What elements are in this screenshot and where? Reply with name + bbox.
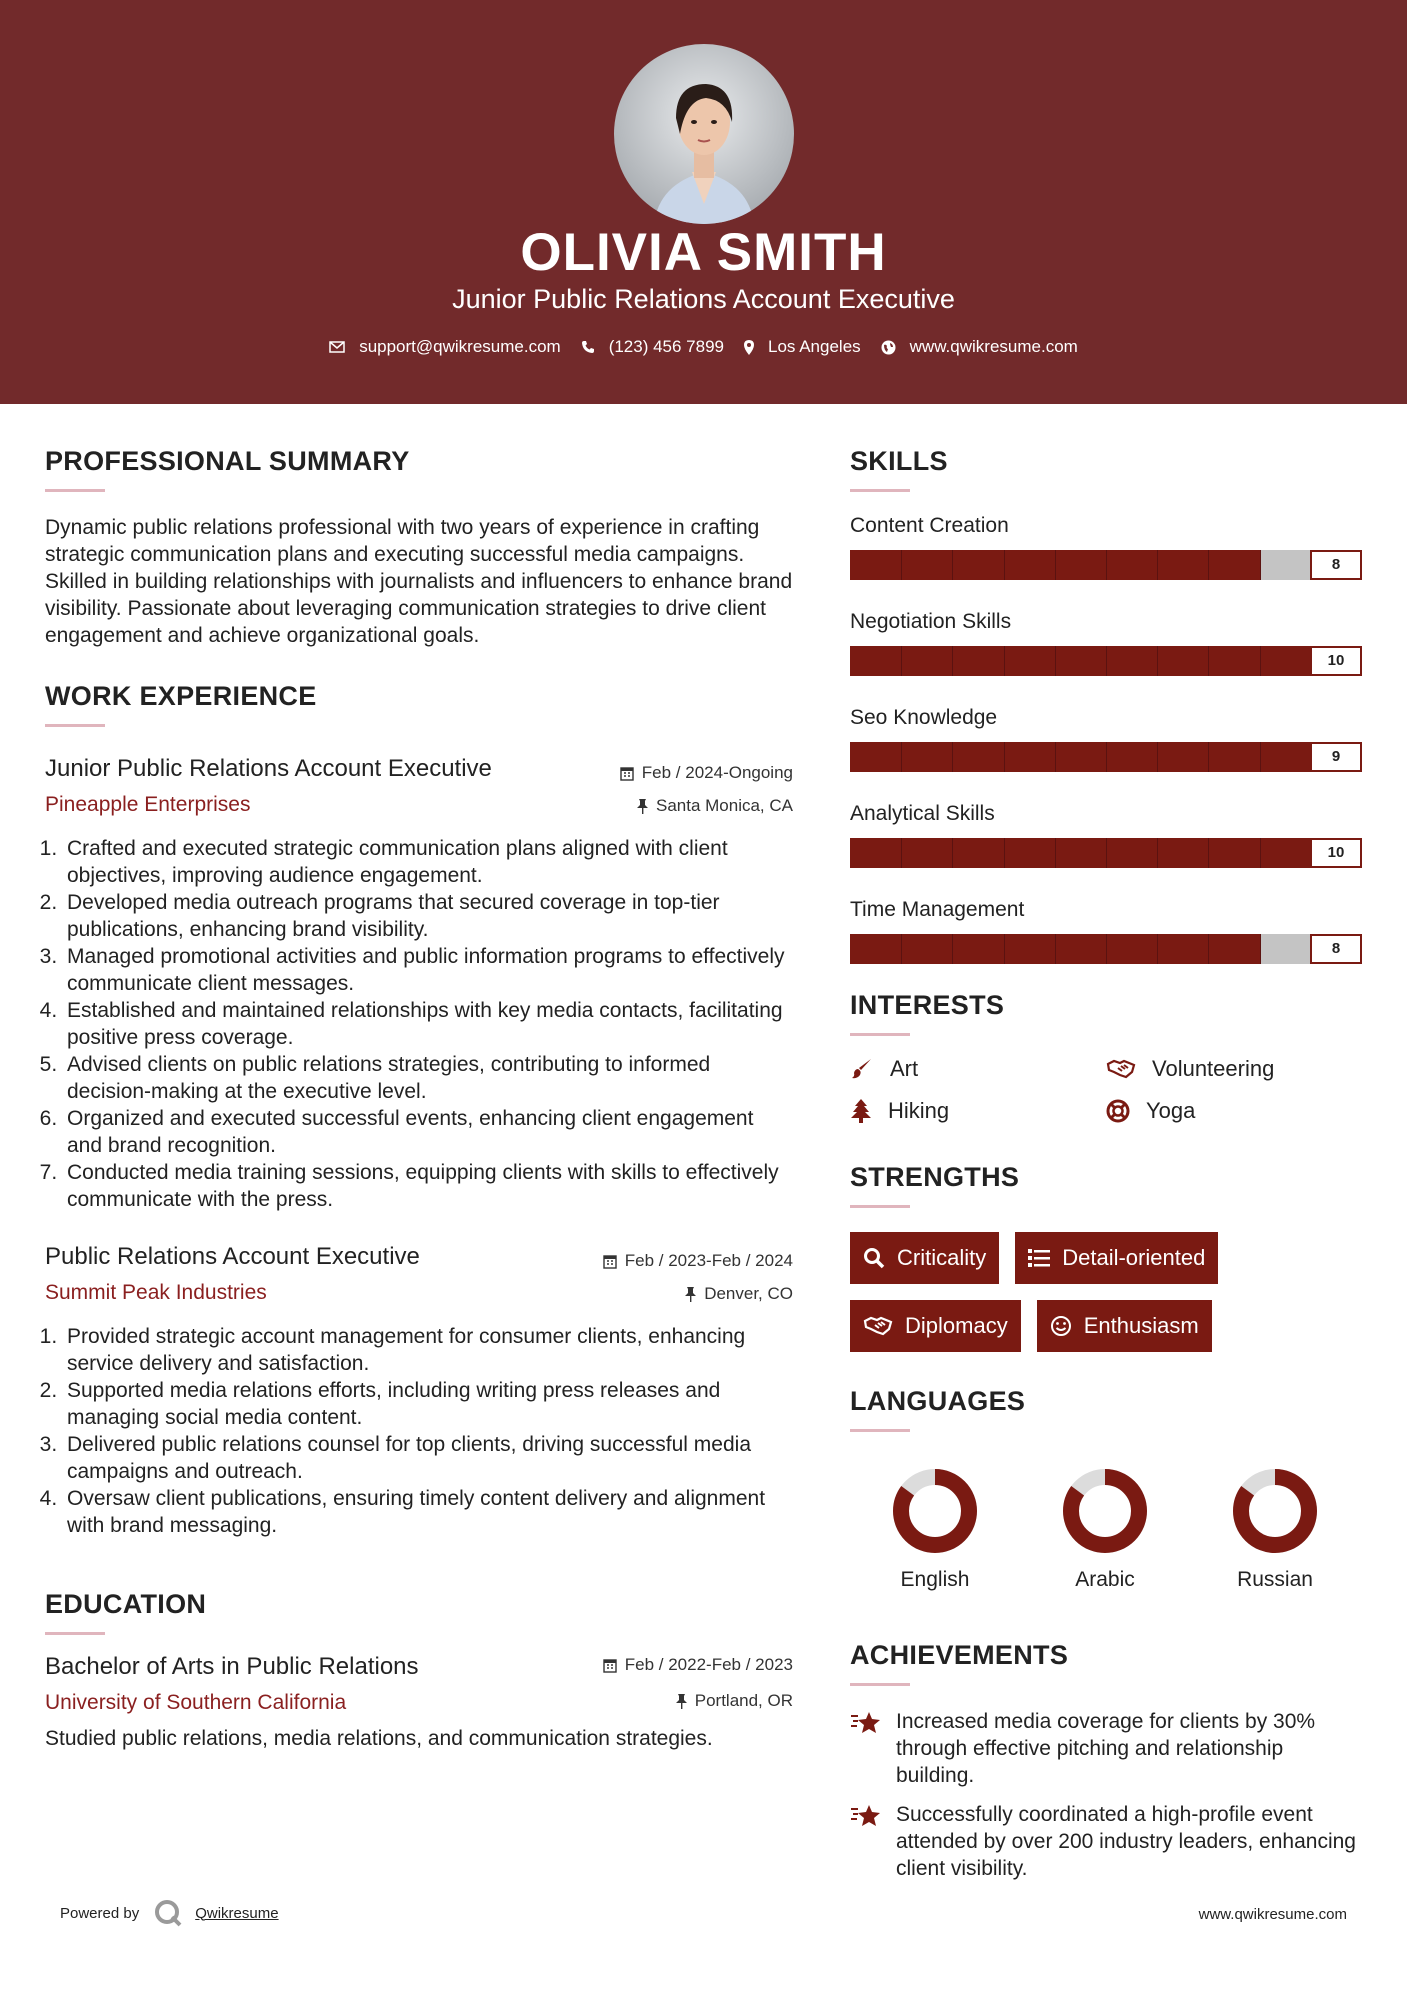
skill-segment-divider xyxy=(1055,838,1056,868)
job-entry xyxy=(45,1243,793,1539)
skill-segment-divider xyxy=(1055,646,1056,676)
resume-header xyxy=(0,0,1407,404)
skill-segment-divider xyxy=(901,646,902,676)
skill-segment-divider xyxy=(1004,742,1005,772)
job-location: Denver, CO xyxy=(685,1284,793,1304)
skill-fill xyxy=(850,742,1311,772)
job-title: Public Relations Account Executive xyxy=(45,1243,420,1270)
skill-segment-divider xyxy=(952,838,953,868)
skill-segment-divider xyxy=(1106,550,1107,580)
star-badge-icon xyxy=(850,1803,882,1829)
skill-segment-divider xyxy=(1157,838,1158,868)
handshake-icon xyxy=(1106,1058,1136,1080)
job-bullets xyxy=(45,835,793,1213)
job-bullets xyxy=(45,1323,793,1539)
candidate-title: Junior Public Relations Account Executive xyxy=(452,284,955,314)
language-donut xyxy=(1060,1466,1150,1556)
location-text: Los Angeles xyxy=(768,337,861,356)
education-heading: EDUCATION xyxy=(45,1589,207,1619)
language-item xyxy=(850,1466,1020,1592)
skill-segment-divider xyxy=(1106,838,1107,868)
skill-segment-divider xyxy=(1055,742,1056,772)
language-item xyxy=(1020,1466,1190,1592)
skill-bar xyxy=(850,646,1362,676)
skill-bar xyxy=(850,934,1362,964)
skill-segment-divider xyxy=(1208,934,1209,964)
skill-segment-divider xyxy=(1260,742,1261,772)
strength-badge: Diplomacy xyxy=(850,1300,1021,1352)
job-location: Santa Monica, CA xyxy=(637,796,793,816)
list-item: 3. Delivered public relations counsel for top clients, driving successful media campaigns and outreach. xyxy=(63,1431,793,1485)
interest-item: Yoga xyxy=(1106,1098,1362,1124)
skill-segment-divider xyxy=(1157,742,1158,772)
globe-icon xyxy=(881,340,896,355)
list-item: 4. Established and maintained relationships with key media contacts, facilitating positive press coverage. xyxy=(63,997,793,1051)
skill-level: 10 xyxy=(1310,838,1362,868)
calendar-icon xyxy=(603,1254,617,1269)
left-column xyxy=(45,446,793,1752)
job-date: Feb / 2023-Feb / 2024 xyxy=(603,1251,793,1271)
skill-segment-divider xyxy=(1004,646,1005,676)
school-name: University of Southern California xyxy=(45,1691,347,1714)
languages-heading: LANGUAGES xyxy=(850,1386,1026,1416)
summary-heading: PROFESSIONAL SUMMARY xyxy=(45,446,410,476)
handshake-icon xyxy=(863,1315,893,1337)
profile-photo xyxy=(614,44,794,224)
language-name: Russian xyxy=(1237,1568,1313,1591)
skill-segment-divider xyxy=(901,742,902,772)
achievements-list xyxy=(850,1708,1365,1882)
skills-list xyxy=(850,514,1365,964)
skill-segment-divider xyxy=(1208,742,1209,772)
list-item: 2. Developed media outreach programs that secured coverage in top-tier publications, enhancing brand visibility. xyxy=(63,889,793,943)
skill-segment-divider xyxy=(1157,934,1158,964)
language-donut xyxy=(1230,1466,1320,1556)
interests-heading: INTERESTS xyxy=(850,990,1005,1020)
skill-segment-divider xyxy=(1004,550,1005,580)
section-divider xyxy=(45,489,105,492)
language-name: English xyxy=(900,1568,970,1591)
job-date: Feb / 2024-Ongoing xyxy=(620,763,793,783)
strength-badge: Detail-oriented xyxy=(1015,1232,1218,1284)
list-item: 4. Oversaw client publications, ensuring timely content delivery and alignment with brand messaging. xyxy=(63,1485,793,1539)
language-donut xyxy=(890,1466,980,1556)
skill-segment-divider xyxy=(952,646,953,676)
list-icon xyxy=(1028,1248,1050,1268)
contact-bar xyxy=(0,337,1407,357)
skills-heading: SKILLS xyxy=(850,446,948,476)
interests-list xyxy=(850,1056,1365,1124)
skill-level: 10 xyxy=(1310,646,1362,676)
skill-segment-divider xyxy=(952,742,953,772)
section-divider xyxy=(850,1033,910,1036)
achievement-item: Increased media coverage for clients by 30% through effective pitching and relationship building. xyxy=(850,1708,1365,1789)
skill-bar xyxy=(850,742,1362,772)
education-date: Feb / 2022-Feb / 2023 xyxy=(603,1655,793,1675)
tree-icon xyxy=(850,1099,872,1123)
powered-by-text: Powered by xyxy=(60,1904,140,1922)
email-text: support@qwikresume.com xyxy=(359,337,561,356)
degree-title: Bachelor of Arts in Public Relations xyxy=(45,1653,419,1680)
skill-name: Seo Knowledge xyxy=(850,706,998,729)
strength-badge: Criticality xyxy=(850,1232,999,1284)
skill-bar xyxy=(850,838,1362,868)
map-pin-icon xyxy=(744,340,754,355)
skill-segment-divider xyxy=(1004,934,1005,964)
phone-text: (123) 456 7899 xyxy=(608,337,725,356)
search-icon xyxy=(863,1247,885,1269)
skill-segment-divider xyxy=(1004,838,1005,868)
section-divider xyxy=(850,489,910,492)
job-company: Summit Peak Industries xyxy=(45,1281,267,1304)
languages-list xyxy=(850,1466,1365,1592)
website-text: www.qwikresume.com xyxy=(909,337,1078,356)
summary-text: Dynamic public relations professional with two years of experience in crafting strategic communication plans and executing successful media campaigns. Skilled in building relationships with journalists and influencers to enhance brand visibility. Passionate about leveraging communication strategies to drive client engagement and achieve organizational goals. xyxy=(45,516,793,647)
job-company: Pineapple Enterprises xyxy=(45,793,251,816)
skill-segment-divider xyxy=(1055,934,1056,964)
envelope-icon xyxy=(329,341,345,353)
job-entry xyxy=(45,755,793,1213)
skill-segment-divider xyxy=(1260,838,1261,868)
skill-segment-divider xyxy=(901,934,902,964)
contact-email[interactable] xyxy=(329,337,561,357)
right-column xyxy=(850,446,1365,1894)
skill-segment-divider xyxy=(1106,742,1107,772)
star-badge-icon xyxy=(850,1710,882,1736)
interest-item: Volunteering xyxy=(1106,1056,1362,1082)
achievements-heading: ACHIEVEMENTS xyxy=(850,1640,1069,1670)
list-item: 1. Crafted and executed strategic communication plans aligned with client objectives, improving audience engagement. xyxy=(63,835,793,889)
skill-name: Negotiation Skills xyxy=(850,610,1012,633)
skill-segment-divider xyxy=(1106,646,1107,676)
qwikresume-logo-icon xyxy=(153,1898,183,1928)
skill-segment-divider xyxy=(1260,934,1261,964)
pushpin-icon xyxy=(637,799,648,814)
skill-level: 8 xyxy=(1310,934,1362,964)
skill-segment-divider xyxy=(1260,646,1261,676)
skill-level: 9 xyxy=(1310,742,1362,772)
skill-segment-divider xyxy=(1106,934,1107,964)
achievement-item: Successfully coordinated a high-profile event attended by over 200 industry leaders, enhancing client visibility. xyxy=(850,1801,1365,1882)
section-divider xyxy=(850,1683,910,1686)
skill-segment-divider xyxy=(1208,646,1209,676)
skill-segment-divider xyxy=(1055,550,1056,580)
skill-bar xyxy=(850,550,1362,580)
list-item: 2. Supported media relations efforts, including writing press releases and managing social media content. xyxy=(63,1377,793,1431)
skill-segment-divider xyxy=(952,934,953,964)
skill-segment-divider xyxy=(1157,550,1158,580)
section-divider xyxy=(45,1632,105,1635)
skill-segment-divider xyxy=(1260,550,1261,580)
skill-segment-divider xyxy=(1208,838,1209,868)
language-item xyxy=(1190,1466,1360,1592)
skill-segment-divider xyxy=(901,838,902,868)
phone-icon xyxy=(581,340,595,354)
skill-segment-divider xyxy=(952,550,953,580)
paintbrush-icon xyxy=(850,1057,874,1081)
contact-website[interactable] xyxy=(881,337,1078,357)
skill-name: Content Creation xyxy=(850,514,1009,537)
skill-name: Analytical Skills xyxy=(850,802,995,825)
list-item: 6. Organized and executed successful events, enhancing client engagement and brand recognition. xyxy=(63,1105,793,1159)
interest-item: Art xyxy=(850,1056,1106,1082)
footer-website[interactable]: www.qwikresume.com xyxy=(1198,1906,1347,1923)
pushpin-icon xyxy=(685,1287,696,1302)
education-location: Portland, OR xyxy=(676,1691,793,1711)
section-divider xyxy=(45,724,105,727)
language-name: Arabic xyxy=(1075,1568,1135,1591)
calendar-icon xyxy=(620,766,634,781)
candidate-name: OLIVIA SMITH xyxy=(520,223,887,282)
section-divider xyxy=(850,1429,910,1432)
list-item: 7. Conducted media training sessions, equipping clients with skills to effectively communicate with the press. xyxy=(63,1159,793,1213)
experience-heading: WORK EXPERIENCE xyxy=(45,681,317,711)
footer-powered-by xyxy=(60,1898,279,1928)
calendar-icon xyxy=(603,1658,617,1673)
lifebuoy-icon xyxy=(1106,1099,1130,1123)
skill-name: Time Management xyxy=(850,898,1025,921)
list-item: 5. Advised clients on public relations strategies, contributing to informed decision-making at the executive level. xyxy=(63,1051,793,1105)
strengths-heading: STRENGTHS xyxy=(850,1162,1020,1192)
contact-location xyxy=(744,337,861,357)
smile-icon xyxy=(1050,1315,1072,1337)
skill-segment-divider xyxy=(1208,550,1209,580)
education-description: Studied public relations, media relations, and communication strategies. xyxy=(45,1727,713,1750)
skill-segment-divider xyxy=(1157,646,1158,676)
education-entry xyxy=(45,1653,793,1752)
interest-item: Hiking xyxy=(850,1098,1106,1124)
strength-badge: Enthusiasm xyxy=(1037,1300,1212,1352)
skill-level: 8 xyxy=(1310,550,1362,580)
strengths-list xyxy=(850,1232,1290,1352)
contact-phone[interactable] xyxy=(581,337,724,357)
list-item: 3. Managed promotional activities and public information programs to effectively communicate client messages. xyxy=(63,943,793,997)
job-title: Junior Public Relations Account Executive xyxy=(45,755,492,782)
list-item: 1. Provided strategic account management for consumer clients, enhancing service delivery and satisfaction. xyxy=(63,1323,793,1377)
pushpin-icon xyxy=(676,1694,687,1709)
section-divider xyxy=(850,1205,910,1208)
qwikresume-link[interactable]: Qwikresume xyxy=(195,1904,279,1922)
skill-segment-divider xyxy=(901,550,902,580)
